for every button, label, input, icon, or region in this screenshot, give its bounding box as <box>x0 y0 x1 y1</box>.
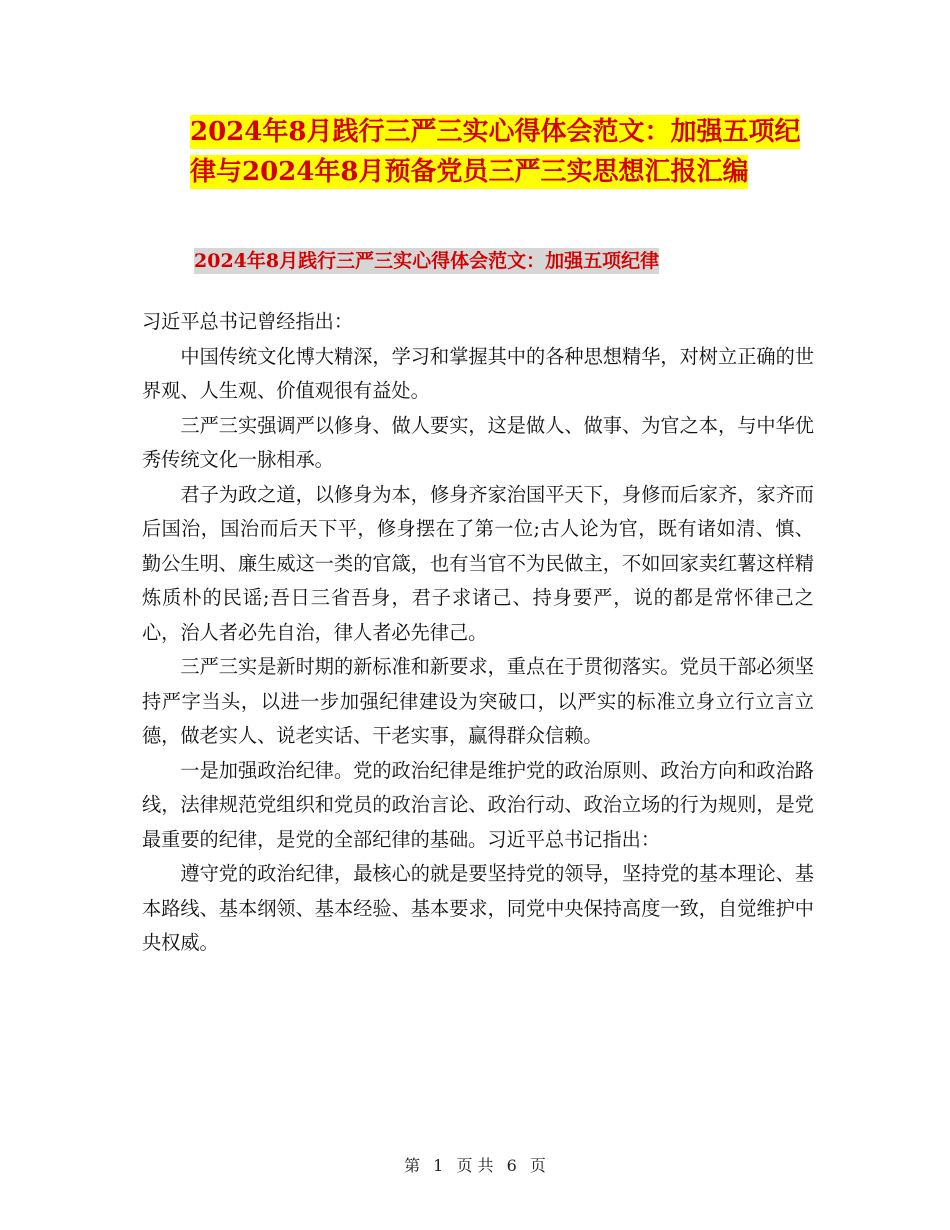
paragraph: 遵守党的政治纪律，最核心的就是要坚持党的领导，坚持党的基本理论、基本路线、基本纲领、基本经验、基本要求，同党中央保持高度一致，自觉维护中央权威。 <box>142 862 814 954</box>
document-body <box>142 305 814 961</box>
page-footer <box>0 1153 950 1176</box>
page-total: 6 <box>506 1156 517 1175</box>
document-title-line-1: 2024年8月践行三严三实心得体会范文：加强五项纪 <box>190 117 801 147</box>
paragraph: 三严三实是新时期的新标准和新要求，重点在于贯彻落实。党员干部必须坚持严字当头，以进一步加强纪律建设为突破口，以严实的标准立身立行立言立德，做老实人、说老实话、干老实事，赢得群众信赖。 <box>142 655 814 747</box>
document-title <box>190 112 810 192</box>
paragraph: 三严三实强调严以修身、做人要实，这是做人、做事、为官之本，与中华优秀传统文化一脉相承。 <box>142 413 814 471</box>
footer-suffix: 页 <box>529 1156 546 1175</box>
paragraph: 中国传统文化博大精深，学习和掌握其中的各种思想精华，对树立正确的世界观、人生观、价值观很有益处。 <box>142 344 814 402</box>
paragraph: 习近平总书记曾经指出： <box>142 310 354 333</box>
footer-middle: 页 共 <box>456 1156 494 1175</box>
document-title-line-2: 律与2024年8月预备党员三严三实思想汇报汇编 <box>190 157 749 187</box>
page-number: 1 <box>433 1156 444 1175</box>
paragraph: 一是加强政治纪律。党的政治纪律是维护党的政治原则、政治方向和政治路线，法律规范党组织和党员的政治言论、政治行动、政治立场的行为规则，是党最重要的纪律，是党的全部纪律的基础。习近平总书记指出： <box>142 758 814 851</box>
footer-prefix: 第 <box>404 1156 421 1175</box>
section-heading-text: 2024年8月践行三严三实心得体会范文：加强五项纪律 <box>194 250 660 272</box>
section-heading <box>194 247 659 275</box>
paragraph: 君子为政之道，以修身为本，修身齐家治国平天下，身修而后家齐，家齐而后国治，国治而后天下平，修身摆在了第一位;古人论为官，既有诸如清、慎、勤公生明、廉生威这一类的官箴，也有当官不为民做主，不如回家卖红薯这样精炼质朴的民谣;吾日三省吾身，君子求诸己、持身要严，说的都是常怀律己之心，治人者必先自治，律人者必先律己。 <box>142 482 814 644</box>
